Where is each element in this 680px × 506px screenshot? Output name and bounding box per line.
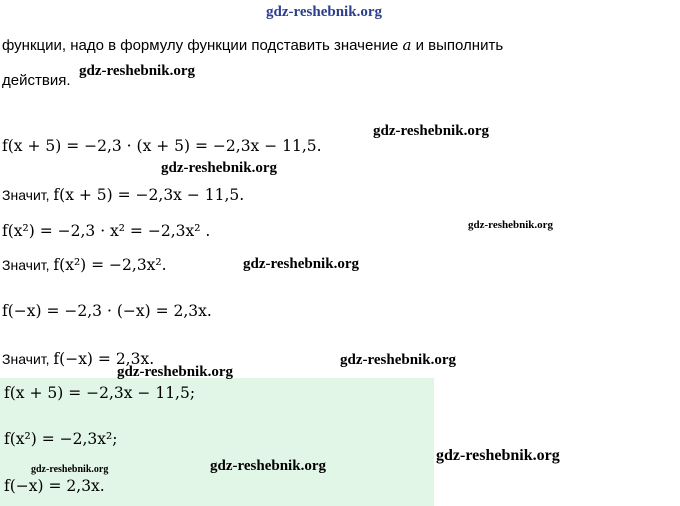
conclusion-label-2: Значит,	[2, 257, 54, 273]
intro-line-1-prefix: функции, надо в формулу функции подставить значение	[2, 37, 403, 54]
watermark-9: gdz-reshebnik.org	[210, 458, 326, 474]
calc-line-3: f(−x) = −2,3 · (−x) = 2,3x.	[2, 302, 212, 320]
answer-line-2: f(x²) = −2,3x²;	[4, 430, 118, 448]
conclusion-label-3: Значит,	[2, 351, 54, 367]
conclusion-line-2	[2, 256, 167, 274]
conclusion-label-1: Значит,	[2, 187, 54, 203]
intro-line-2: действия.	[2, 72, 71, 89]
watermark-7: gdz-reshebnik.org	[117, 364, 233, 380]
conclusion-formula-1: f(x + 5) = −2,3x − 11,5.	[53, 186, 245, 204]
conclusion-formula-3: f(−x) = 2,3x.	[53, 350, 155, 368]
watermark-2: gdz-reshebnik.org	[373, 123, 489, 139]
intro-line-1	[2, 36, 503, 55]
answer-line-1: f(x + 5) = −2,3x − 11,5;	[4, 384, 196, 402]
watermark-1: gdz-reshebnik.org	[79, 63, 195, 79]
watermark-8: gdz-reshebnik.org	[436, 447, 560, 464]
watermark-3: gdz-reshebnik.org	[161, 160, 277, 176]
watermark-5: gdz-reshebnik.org	[243, 256, 359, 272]
conclusion-line-1	[2, 186, 244, 204]
watermark-10: gdz-reshebnik.org	[31, 464, 109, 475]
watermark-6: gdz-reshebnik.org	[340, 352, 456, 368]
watermark-4: gdz-reshebnik.org	[468, 219, 554, 231]
watermark-top: gdz-reshebnik.org	[266, 4, 382, 20]
conclusion-formula-2: f(x²) = −2,3x².	[53, 256, 167, 274]
intro-variable: a	[402, 36, 412, 54]
calc-line-1: f(x + 5) = −2,3 · (x + 5) = −2,3x − 11,5.	[2, 137, 322, 155]
calc-line-2: f(x²) = −2,3 · x² = −2,3x² .	[2, 222, 211, 240]
answer-line-3: f(−x) = 2,3x.	[4, 477, 105, 495]
intro-line-1-suffix: и выполнить	[411, 37, 504, 54]
